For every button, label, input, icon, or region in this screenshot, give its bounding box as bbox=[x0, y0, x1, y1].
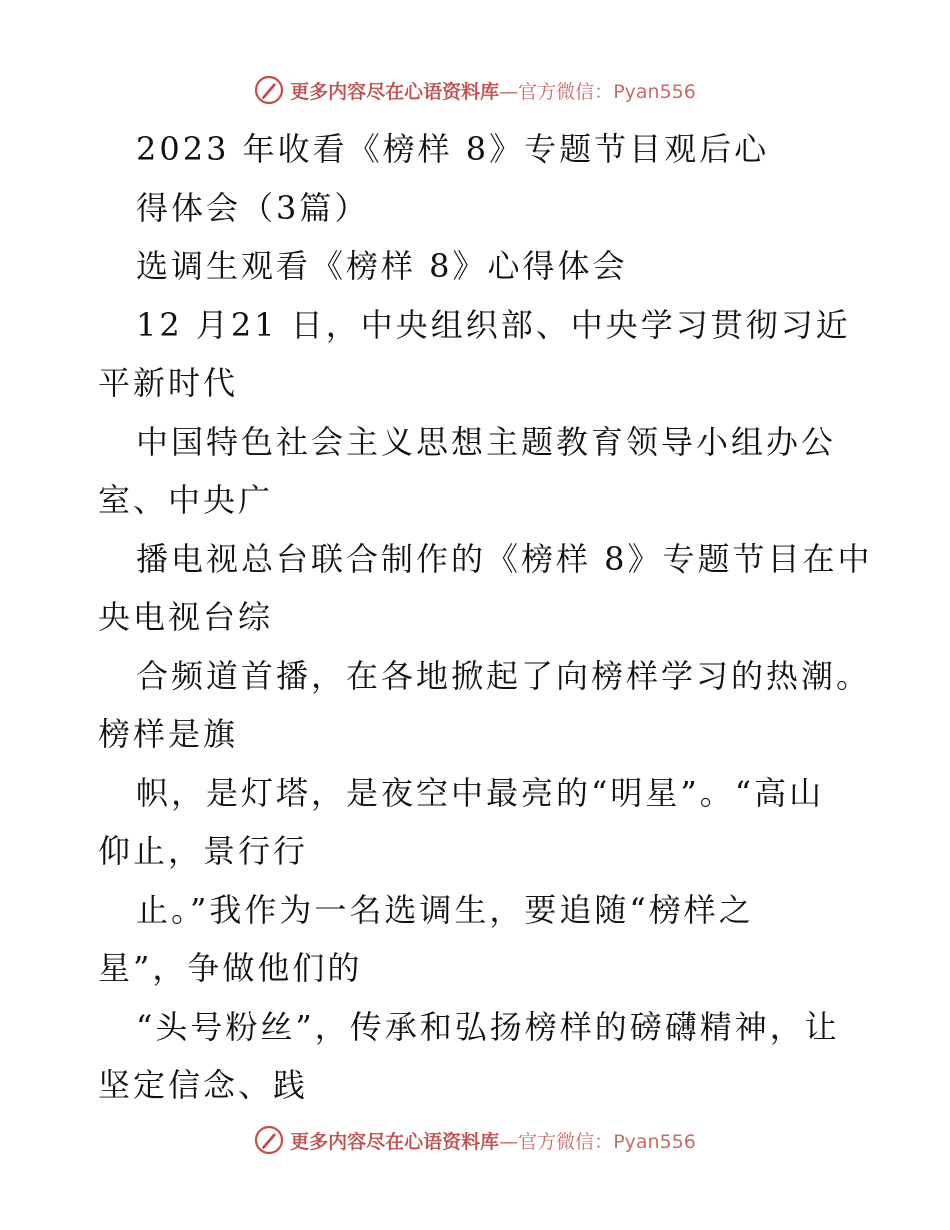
doc-line: 坚定信念、践 bbox=[98, 1066, 309, 1104]
watermark-text bbox=[290, 1127, 696, 1154]
doc-line: 12 月21 日，中央组织部、中央学习贯彻习近 bbox=[136, 305, 851, 344]
doc-line: “头号粉丝”，传承和弘扬榜样的磅礴精神，让 bbox=[136, 1007, 840, 1046]
watermark-banner-bottom bbox=[0, 1122, 950, 1158]
doc-line: 星”，争做他们的 bbox=[98, 949, 363, 987]
doc-line: 榜样是旗 bbox=[98, 715, 239, 753]
watermark-text bbox=[290, 77, 696, 104]
watermark-wechat-id: Pyan556 bbox=[613, 1130, 696, 1153]
doc-line: 播电视总台联合制作的《榜样 8》专题节目在中 bbox=[136, 539, 873, 578]
watermark-separator: — bbox=[499, 1130, 519, 1153]
watermark-banner-top bbox=[0, 72, 950, 108]
watermark-wechat-id: Pyan556 bbox=[613, 80, 696, 103]
doc-line: 中国特色社会主义思想主题教育领导小组办公 bbox=[136, 422, 837, 461]
document-body bbox=[98, 120, 898, 1115]
doc-line: 央电视台综 bbox=[98, 598, 274, 636]
quill-pen-logo-icon bbox=[254, 75, 284, 105]
quill-pen-logo-icon bbox=[254, 1125, 284, 1155]
watermark-brand: 更多内容尽在心语资料库 bbox=[290, 1130, 500, 1153]
doc-line: 止。”我作为一名选调生，要追随“榜样之 bbox=[136, 890, 754, 929]
doc-line: 室、中央广 bbox=[98, 481, 274, 519]
watermark-brand: 更多内容尽在心语资料库 bbox=[290, 80, 500, 103]
watermark-separator: — bbox=[499, 80, 519, 103]
doc-line: 帜，是灯塔，是夜空中最亮的“明星”。“高山 bbox=[136, 773, 825, 812]
doc-line: 平新时代 bbox=[98, 364, 239, 402]
doc-line: 选调生观看《榜样 8》心得体会 bbox=[136, 247, 628, 285]
doc-line: 2023 年收看《榜样 8》专题节目观后心 bbox=[136, 130, 770, 168]
doc-line: 得体会（3篇） bbox=[136, 188, 370, 227]
doc-line: 仰止，景行行 bbox=[98, 832, 309, 870]
doc-line: 合频道首播，在各地掀起了向榜样学习的热潮。 bbox=[136, 656, 872, 695]
watermark-official: 官方微信： bbox=[518, 1130, 614, 1153]
watermark-official: 官方微信： bbox=[518, 80, 614, 103]
